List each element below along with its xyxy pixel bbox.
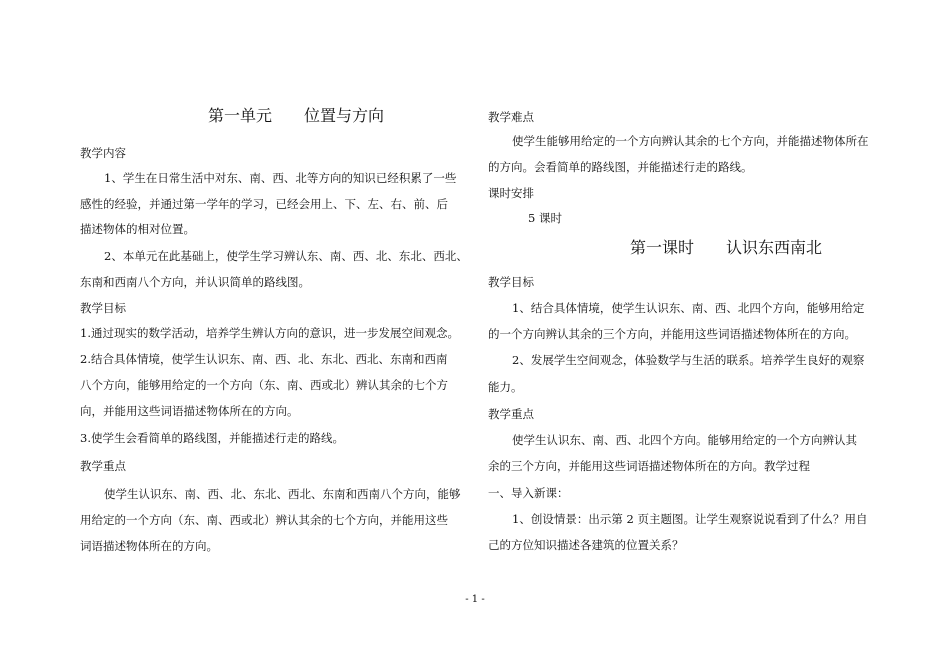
lesson-title: 第一课时 认识东西南北 [630,238,823,257]
paragraph-line: 感性的经验，并通过第一学年的学习，已经会用上、下、左、右、前、后 [80,197,448,211]
heading-teaching-focus: 教学重点 [80,459,126,473]
paragraph-line: 使学生认识东、南、西、北四个方向。能够用给定的一个方向辨认其 [512,433,857,447]
paragraph-line: 余的三个方向，并能用这些词语描述物体所在的方向。教学过程 [488,459,810,473]
paragraph-line: 1.通过现实的数学活动，培养学生辨认方向的意识，进一步发展空间观念。 [80,326,459,340]
paragraph-line: 己的方位知识描述各建筑的位置关系？ [488,538,684,552]
paragraph-line: 能力。 [488,380,523,394]
paragraph-line: 向，并能用这些词语描述物体所在的方向。 [80,404,299,418]
paragraph-line: 1、学生在日常生活中对东、南、西、北等方向的知识已经积累了一些 [104,171,457,185]
paragraph-line: 1、结合具体情境，使学生认识东、南、西、北四个方向，能够用给定 [512,301,865,315]
heading-lesson-schedule: 课时安排 [488,186,534,200]
paragraph-line: 东南和西南八个方向，并认识简单的路线图。 [80,275,310,289]
heading-teaching-difficulty: 教学难点 [488,110,534,124]
heading-teaching-content: 教学内容 [80,146,126,160]
lesson-count: 5 课时 [528,211,562,225]
unit-title: 第一单元 位置与方向 [208,106,385,125]
heading-teaching-goals: 教学目标 [488,275,534,289]
paragraph-line: 使学生能够用给定的一个方向辨认其余的七个方向，并能描述物体所在 [512,134,869,148]
paragraph-line: 使学生认识东、南、西、北、东北、西北、东南和西南八个方向，能够 [104,487,461,501]
paragraph-line: 的方向。会看简单的路线图，并能描述行走的路线。 [488,160,753,174]
paragraph-line: 用给定的一个方向（东、南、西或北）辨认其余的七个方向，并能用这些 [80,513,448,527]
paragraph-line: 八个方向，能够用给定的一个方向（东、南、西或北）辨认其余的七个方 [80,378,448,392]
paragraph-line: 描述物体的相对位置。 [80,222,195,236]
section-intro: 一、导入新课： [488,486,569,500]
heading-teaching-goals: 教学目标 [80,301,126,315]
paragraph-line: 的一个方向辨认其余的三个方向，并能用这些词语描述物体所在的方向。 [488,327,856,341]
paragraph-line: 2、本单元在此基础上，使学生学习辨认东、南、西、北、东北、西北、 [104,249,468,263]
heading-teaching-focus: 教学重点 [488,407,534,421]
paragraph-line: 词语描述物体所在的方向。 [80,539,218,553]
page-number: - 1 - [465,594,485,605]
paragraph-line: 3.使学生会看简单的路线图，并能描述行走的路线。 [80,431,344,445]
paragraph-line: 2.结合具体情境，使学生认识东、南、西、北、东北、西北、东南和西南 [80,352,448,366]
paragraph-line: 1、创设情景：出示第 2 页主题图。让学生观察说说看到了什么？用自 [512,512,868,526]
paragraph-line: 2、发展学生空间观念，体验数学与生活的联系。培养学生良好的观察 [512,353,865,367]
